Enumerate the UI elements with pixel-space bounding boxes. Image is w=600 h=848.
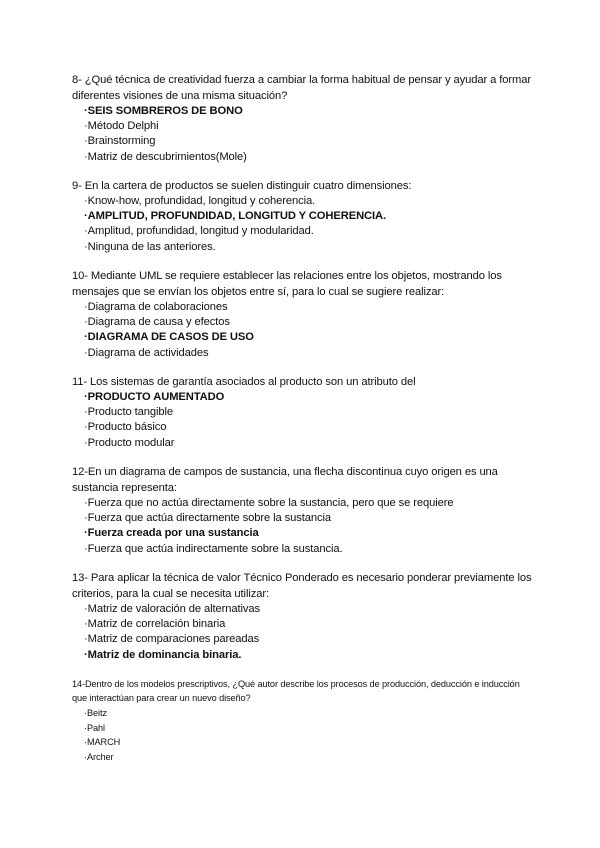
option: ·Fuerza que actúa directamente sobre la sustancia [84,512,331,525]
options-list [72,390,532,451]
option-correct: ·Matriz de dominancia binaria. [84,648,242,661]
option: ·Matriz de comparaciones pareadas [84,633,260,646]
question-11 [72,374,532,451]
option: ·MARCH [84,737,121,748]
option: ·Amplitud, profundidad, longitud y modularidad. [84,225,314,238]
option: ·Producto modular [84,436,175,449]
option: ·Archer [84,752,114,763]
option-correct: ·SEIS SOMBREROS DE BONO [84,105,243,117]
option-correct: ·DIAGRAMA DE CASOS DE USO [84,331,254,344]
options-list [72,104,532,165]
question-text: 12-En un diagrama de campos de sustancia, una flecha discontinua cuyo origen es una sustancia representa: [72,466,498,494]
option: ·Ninguna de las anteriores. [84,240,216,253]
option-correct: ·AMPLITUD, PROFUNDIDAD, LONGITUD Y COHERENCIA. [84,210,387,223]
options-list [72,496,532,557]
question-text: 13- Para aplicar la técnica de valor Técnico Ponderado es necesario ponderar previamente los criterios, para la cual se necesita utilizar: [72,572,532,600]
question-9 [72,178,532,255]
question-14 [72,677,532,765]
question-text: 11- Los sistemas de garantía asociados al producto son un atributo del [72,376,416,388]
question-text: 10- Mediante UML se requiere establecer las relaciones entre los objetos, mostrando los mensajes que se envían los objetos entre sí, para lo cual se sugiere realizar: [72,270,502,298]
option: ·Diagrama de actividades [84,346,209,359]
question-text: 8- ¿Qué técnica de creatividad fuerza a cambiar la forma habitual de pensar y ayudar a formar diferentes visiones de una misma situación? [72,74,531,102]
question-12 [72,464,532,557]
question-13 [72,570,532,663]
question-10 [72,268,532,361]
options-list [72,300,532,361]
options-list [72,194,532,255]
option: ·Matriz de descubrimientos(Mole) [84,150,247,163]
option: ·Diagrama de causa y efectos [84,316,230,329]
option: ·Matriz de correlación binaria [84,618,226,631]
options-list [72,706,532,765]
question-text: 9- En la cartera de productos se suelen distinguir cuatro dimensiones: [72,180,412,192]
option: ·Producto básico [84,421,167,434]
option: ·Pahl [84,722,105,733]
option: ·Producto tangible [84,406,174,419]
option: ·Método Delphi [84,120,159,133]
option-correct: ·Fuerza creada por una sustancia [84,527,259,540]
question-text: 14-Dentro de los modelos prescriptivos, ¿Qué autor describe los procesos de producción, deducción e inducción que interactúan para crear un nuevo diseño? [72,679,520,704]
options-list [72,602,532,663]
option: ·Diagrama de colaboraciones [84,301,228,313]
option-correct: ·PRODUCTO AUMENTADO [84,391,225,403]
option: ·Fuerza que no actúa directamente sobre la sustancia, pero que se requiere [84,497,454,509]
option: ·Know-how, profundidad, longitud y coherencia. [84,195,316,207]
option: ·Fuerza que actúa indirectamente sobre la sustancia. [84,542,343,555]
option: ·Beitz [84,707,107,718]
option: ·Matriz de valoración de alternativas [84,603,261,615]
question-8 [72,72,532,165]
option: ·Brainstorming [84,135,156,148]
